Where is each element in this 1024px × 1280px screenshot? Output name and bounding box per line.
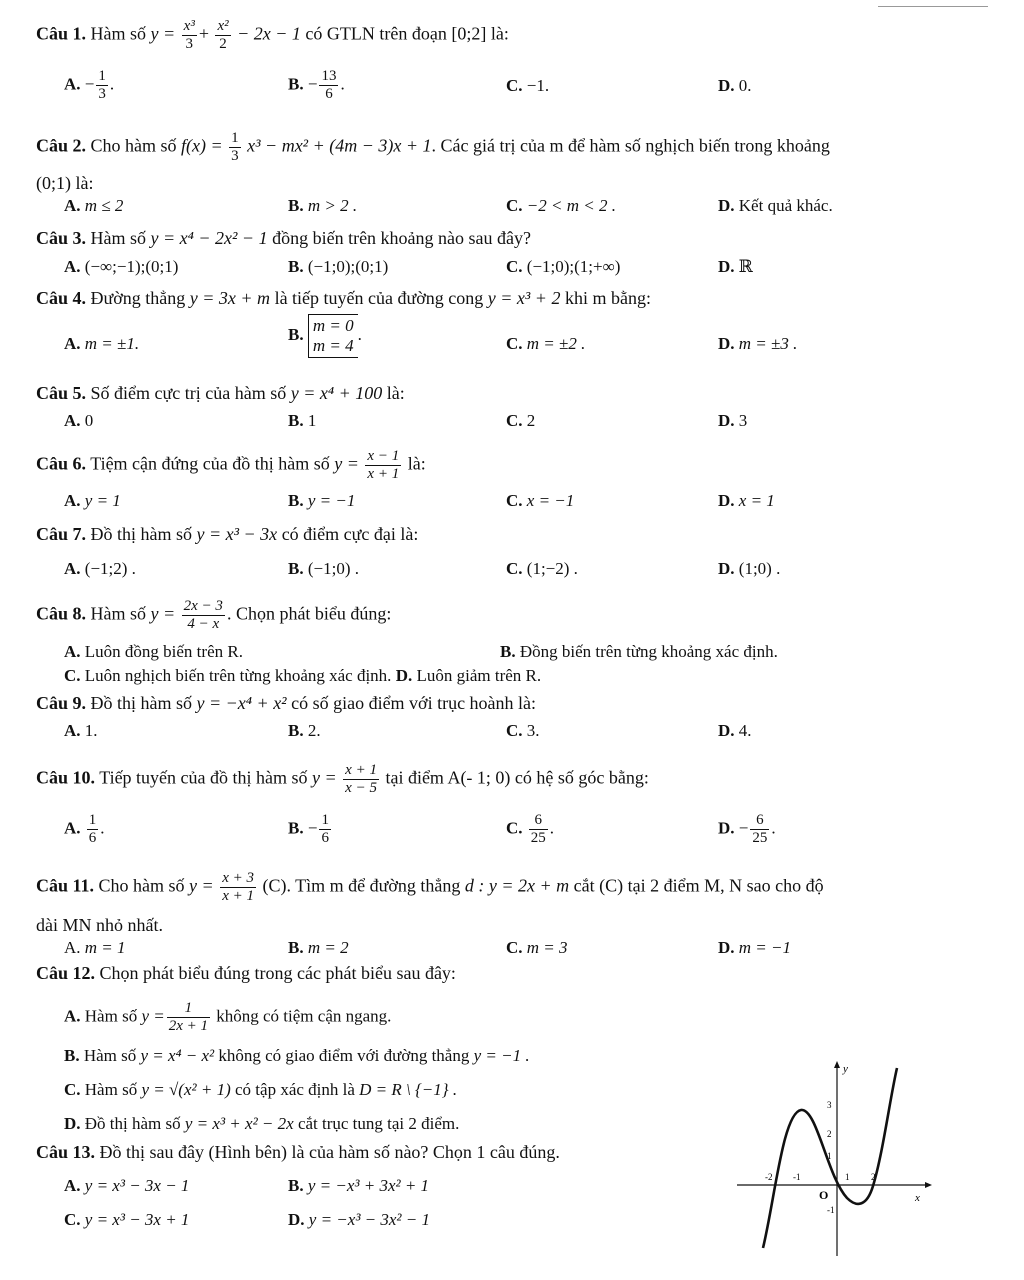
formula: y = x⁴ − 2x² − 1 (150, 228, 268, 248)
question-text: có GTLN trên đoạn [0;2] là: (305, 23, 509, 44)
option-d: D. m = −1 (718, 938, 792, 957)
option-c: C. x = −1 (506, 491, 575, 510)
question-label: Câu 8. (36, 603, 87, 624)
question-2-line-2: (0;1) là: (36, 173, 94, 193)
question-5 (36, 382, 405, 404)
question-text: tại điểm A(- 1; 0) có hệ số góc bằng: (385, 767, 649, 788)
option-c: C. (−1;0);(1;+∞) (506, 257, 621, 276)
question-label: Câu 1. (36, 23, 87, 44)
option-a: A. $\frac{1}{6}$ . (64, 812, 105, 846)
question-text: Hàm số (90, 603, 147, 624)
option-b: B. m = 0 m = 4. (288, 314, 362, 358)
question-text: (C). Tìm m để đường thẳng (262, 875, 461, 896)
option-c: C. $\frac{6}{25}$ . (506, 812, 555, 846)
tick-y-m1: -1 (827, 1205, 835, 1215)
question-label: Câu 7. (36, 524, 87, 544)
option-a: A. − $\frac{1}{3}$ . (64, 68, 115, 102)
cubic-graph (735, 1058, 935, 1258)
option-d: D. m = ±3 . (718, 334, 798, 353)
option-b: B. y = −x³ + 3x² + 1 (288, 1176, 430, 1195)
question-label: Câu 2. (36, 135, 87, 156)
question-label: Câu 9. (36, 693, 87, 713)
question-text: Đường thẳng (90, 288, 186, 308)
formula: y = x⁴ + 100 (290, 383, 383, 403)
formula: − 2x − 1 (237, 23, 301, 44)
question-text: Tiếp tuyến của đồ thị hàm số (99, 767, 308, 788)
option-b: B. 1 (288, 411, 317, 430)
option-a: A. m = 1 (64, 938, 126, 957)
option-a: A. m ≤ 2 (64, 196, 124, 215)
option-d: D. 0. (718, 76, 752, 95)
option-c: C. y = x³ − 3x + 1 (64, 1210, 190, 1229)
option-d: D. y = −x³ − 3x² − 1 (288, 1210, 430, 1229)
question-text: có số giao điểm với trục hoành là: (291, 693, 537, 713)
formula: f(x) = (181, 135, 223, 156)
tick-y-1: 1 (827, 1151, 832, 1161)
question-label: Câu 10. (36, 767, 96, 788)
option-a: A. 1. (64, 721, 98, 740)
top-divider (878, 6, 988, 7)
tick-y-2: 2 (827, 1129, 832, 1139)
question-text: là tiếp tuyến của đường cong (274, 288, 484, 308)
option-c: C. 2 (506, 411, 536, 430)
formula: y = −x⁴ + x² (196, 693, 287, 713)
option-a: A. Luôn đồng biến trên R. (64, 642, 243, 661)
tick-x-1: 1 (845, 1172, 850, 1182)
option-d: D. (1;0) . (718, 559, 781, 578)
option-b: B. m > 2 . (288, 196, 358, 215)
formula: y = (150, 603, 176, 624)
formula: y = (334, 453, 359, 474)
option-d: D. 4. (718, 721, 752, 740)
option-c: C. (1;−2) . (506, 559, 578, 578)
question-text: đồng biến trên khoảng nào sau đây? (272, 228, 532, 248)
y-axis-arrow (834, 1061, 840, 1068)
question-9 (36, 692, 536, 714)
option-a: A. y = x³ − 3x − 1 (64, 1176, 190, 1195)
fraction: $\frac{\text{x³}}{3}$ (183, 18, 195, 52)
question-label: Câu 4. (36, 288, 87, 308)
option-d: D. Kết quả khác. (718, 196, 833, 215)
question-text: . Các giá trị của m để hàm số nghịch biến trong khoảng (431, 135, 830, 156)
question-label: Câu 3. (36, 228, 87, 248)
tick-y-3: 3 (827, 1100, 832, 1110)
y-axis-label: y (843, 1063, 848, 1075)
question-4 (36, 287, 651, 309)
option-a: A. Hàm số y = $\frac{1}{2x + 1}$ không có tiệm cận ngang. (64, 1000, 392, 1034)
question-label: Câu 12. (36, 963, 96, 983)
question-7 (36, 523, 418, 545)
option-b: B. − $\frac{1}{6}$ (288, 812, 329, 846)
option-b: B. (−1;0);(0;1) (288, 257, 389, 276)
x-axis-arrow (925, 1182, 932, 1188)
question-text: Đồ thị hàm số (90, 524, 193, 544)
question-text: Số điểm cực trị của hàm số (90, 383, 287, 403)
question-text: là: (386, 383, 405, 403)
question-11 (36, 870, 824, 905)
question-1: Câu 1. Hàm số y = $\frac{\text{x³}}{3}$ + $\frac{\text{x²}}{2}$ − 2x − 1 có GTLN trên đoạn [0;2] là: (36, 18, 509, 52)
question-3 (36, 227, 531, 249)
formula: y = (150, 23, 176, 44)
question-text: Cho hàm số (90, 135, 177, 156)
question-text: Tiệm cận đứng của đồ thị hàm số (90, 453, 330, 474)
question-8 (36, 598, 391, 633)
option-c: C. −2 < m < 2 . (506, 196, 616, 215)
question-10 (36, 762, 649, 797)
question-text: khi m bằng: (564, 288, 651, 308)
question-label: Câu 11. (36, 875, 95, 896)
option-b: B. m = 2 (288, 938, 349, 957)
question-13 (36, 1141, 560, 1163)
fraction: $\frac{x + 3}{x + 1}$ (222, 870, 254, 904)
option-c: C. m = 3 (506, 938, 568, 957)
option-b: B. 2. (288, 721, 321, 740)
question-11-line-2: dài MN nhỏ nhất. (36, 915, 163, 935)
option-c: C. 3. (506, 721, 540, 740)
option-c: C. −1. (506, 76, 550, 95)
question-text: Đồ thị sau đây (Hình bên) là của hàm số nào? Chọn 1 câu đúng. (99, 1142, 560, 1162)
tick-x-m1: -1 (793, 1172, 801, 1182)
formula: y = (312, 767, 337, 788)
question-2 (36, 130, 830, 165)
x-axis-label: x (915, 1192, 920, 1204)
question-label: Câu 5. (36, 383, 87, 403)
formula: d : y = 2x + m (464, 875, 570, 896)
fraction: $\frac{1}{3}$ (231, 130, 239, 164)
option-b: B. Hàm số y = x⁴ − x² không có giao điểm với đường thẳng y = −1 . (64, 1046, 530, 1065)
option-b: B. y = −1 (288, 491, 356, 510)
question-text: Cho hàm số (98, 875, 185, 896)
question-text: . Chọn phát biểu đúng: (226, 603, 392, 624)
option-b: B. (−1;0) . (288, 559, 359, 578)
question-6 (36, 448, 426, 483)
option-c: C. Hàm số y = √(x² + 1) có tập xác định là D = R \ {−1} . (64, 1080, 458, 1099)
option-c: C. m = ±2 . (506, 334, 586, 353)
tick-x-2: 2 (871, 1172, 876, 1182)
formula: y = (189, 875, 214, 896)
option-d: D. ℝ (718, 257, 753, 276)
option-c: C. Luôn nghịch biến trên từng khoảng xác định. D. Luôn giảm trên R. (64, 666, 542, 685)
question-text: Hàm số (90, 228, 147, 248)
question-label: Câu 13. (36, 1142, 96, 1162)
option-b: B. − $\frac{13}{6}$ . (288, 68, 345, 102)
origin-label: O (819, 1188, 829, 1202)
question-text: có điểm cực đại là: (281, 524, 419, 544)
option-d: D. − $\frac{6}{25}$ . (718, 812, 776, 846)
option-d: D. Đồ thị hàm số y = x³ + x² − 2x cắt trục tung tại 2 điểm. (64, 1114, 460, 1133)
fraction: $\frac{x - 1}{x + 1}$ (367, 448, 400, 482)
option-a: A. 0 (64, 411, 94, 430)
question-label: Câu 6. (36, 453, 87, 474)
option-d: D. 3 (718, 411, 748, 430)
option-a: A. y = 1 (64, 491, 121, 510)
formula: y = x³ + 2 (487, 288, 561, 308)
fraction: $\frac{\text{x²}}{2}$ (217, 18, 229, 52)
question-12 (36, 962, 456, 984)
question-text: Hàm số (90, 23, 147, 44)
fraction: $\frac{2x - 3}{4 - x}$ (183, 598, 223, 632)
question-text: Đồ thị hàm số (90, 693, 193, 713)
question-text: Chọn phát biểu đúng trong các phát biểu sau đây: (99, 963, 456, 983)
formula: y = 3x + m (189, 288, 271, 308)
option-d: D. x = 1 (718, 491, 775, 510)
tick-x-m2: -2 (765, 1172, 773, 1182)
option-a: A. m = ±1. (64, 334, 140, 353)
formula: x³ − mx² + (4m − 3)x + 1 (247, 135, 432, 156)
option-a: A. (−∞;−1);(0;1) (64, 257, 179, 276)
question-text: cắt (C) tại 2 điểm M, N sao cho độ (573, 875, 824, 896)
option-b: B. Đồng biến trên từng khoảng xác định. (500, 642, 778, 661)
question-text: là: (407, 453, 426, 474)
fraction: $\frac{x + 1}{x - 5}$ (345, 762, 377, 796)
option-a: A. (−1;2) . (64, 559, 136, 578)
formula: y = x³ − 3x (196, 524, 278, 544)
